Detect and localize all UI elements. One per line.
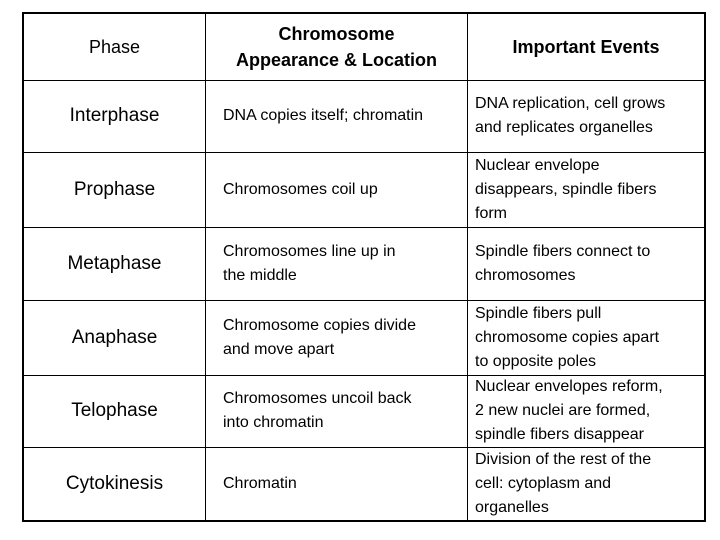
- events-text: DNA replication, cell grows and replicates organelles: [475, 95, 666, 136]
- table-row: [24, 80, 704, 153]
- header-appearance: [206, 14, 468, 80]
- header-events: [468, 14, 704, 80]
- phase-cell: [24, 152, 206, 227]
- appearance-text: Chromatin: [223, 474, 297, 492]
- appearance-text: Chromosome copies divide and move apart: [223, 316, 416, 358]
- appearance-cell: [206, 80, 468, 152]
- events-text: Spindle fibers connect to chromosomes: [475, 242, 651, 284]
- appearance-cell: [206, 447, 468, 520]
- events-cell: [468, 447, 704, 520]
- appearance-cell: [206, 375, 468, 447]
- phase-name: Anaphase: [71, 326, 158, 348]
- header-events-text: Important Events: [512, 37, 660, 57]
- phase-cell: [24, 80, 206, 152]
- events-cell: [468, 375, 704, 447]
- phase-cell: [24, 227, 206, 300]
- events-text: Division of the rest of the cell: cytoplasm and organelles: [475, 450, 652, 516]
- phase-cell: [24, 375, 206, 447]
- events-text: Nuclear envelopes reform, 2 new nuclei are formed, spindle fibers disappear: [475, 378, 663, 443]
- appearance-cell: [206, 152, 468, 227]
- phase-name: Telophase: [71, 400, 158, 421]
- phase-cell: [24, 300, 206, 375]
- phase-cell: [24, 447, 206, 520]
- appearance-text: Chromosomes uncoil back into chromatin: [223, 390, 412, 431]
- appearance-cell: [206, 300, 468, 375]
- appearance-text: Chromosomes coil up: [223, 180, 378, 198]
- phase-name: Cytokinesis: [65, 472, 164, 494]
- phase-name: Prophase: [73, 178, 156, 200]
- mitosis-phases-table: [22, 12, 706, 522]
- table-row: [24, 447, 704, 520]
- header-phase-text: Phase: [88, 36, 141, 57]
- appearance-text: Chromosomes line up in the middle: [223, 242, 396, 284]
- events-text: Nuclear envelope disappears, spindle fibers form: [475, 156, 657, 222]
- header-appearance-text: Chromosome Appearance & Location: [235, 24, 438, 70]
- appearance-text: DNA copies itself; chromatin: [223, 107, 424, 124]
- phase-name: Interphase: [69, 105, 160, 126]
- header-phase: [24, 14, 206, 80]
- phase-name: Metaphase: [67, 252, 162, 274]
- table-row: [24, 227, 704, 301]
- table-row: [24, 152, 704, 228]
- table-header-row: [24, 14, 704, 81]
- events-cell: [468, 227, 704, 300]
- events-cell: [468, 300, 704, 375]
- events-cell: [468, 80, 704, 152]
- events-cell: [468, 152, 704, 227]
- table-row: [24, 375, 704, 448]
- table-row: [24, 300, 704, 376]
- events-text: Spindle fibers pull chromosome copies apart to opposite poles: [475, 304, 660, 370]
- appearance-cell: [206, 227, 468, 300]
